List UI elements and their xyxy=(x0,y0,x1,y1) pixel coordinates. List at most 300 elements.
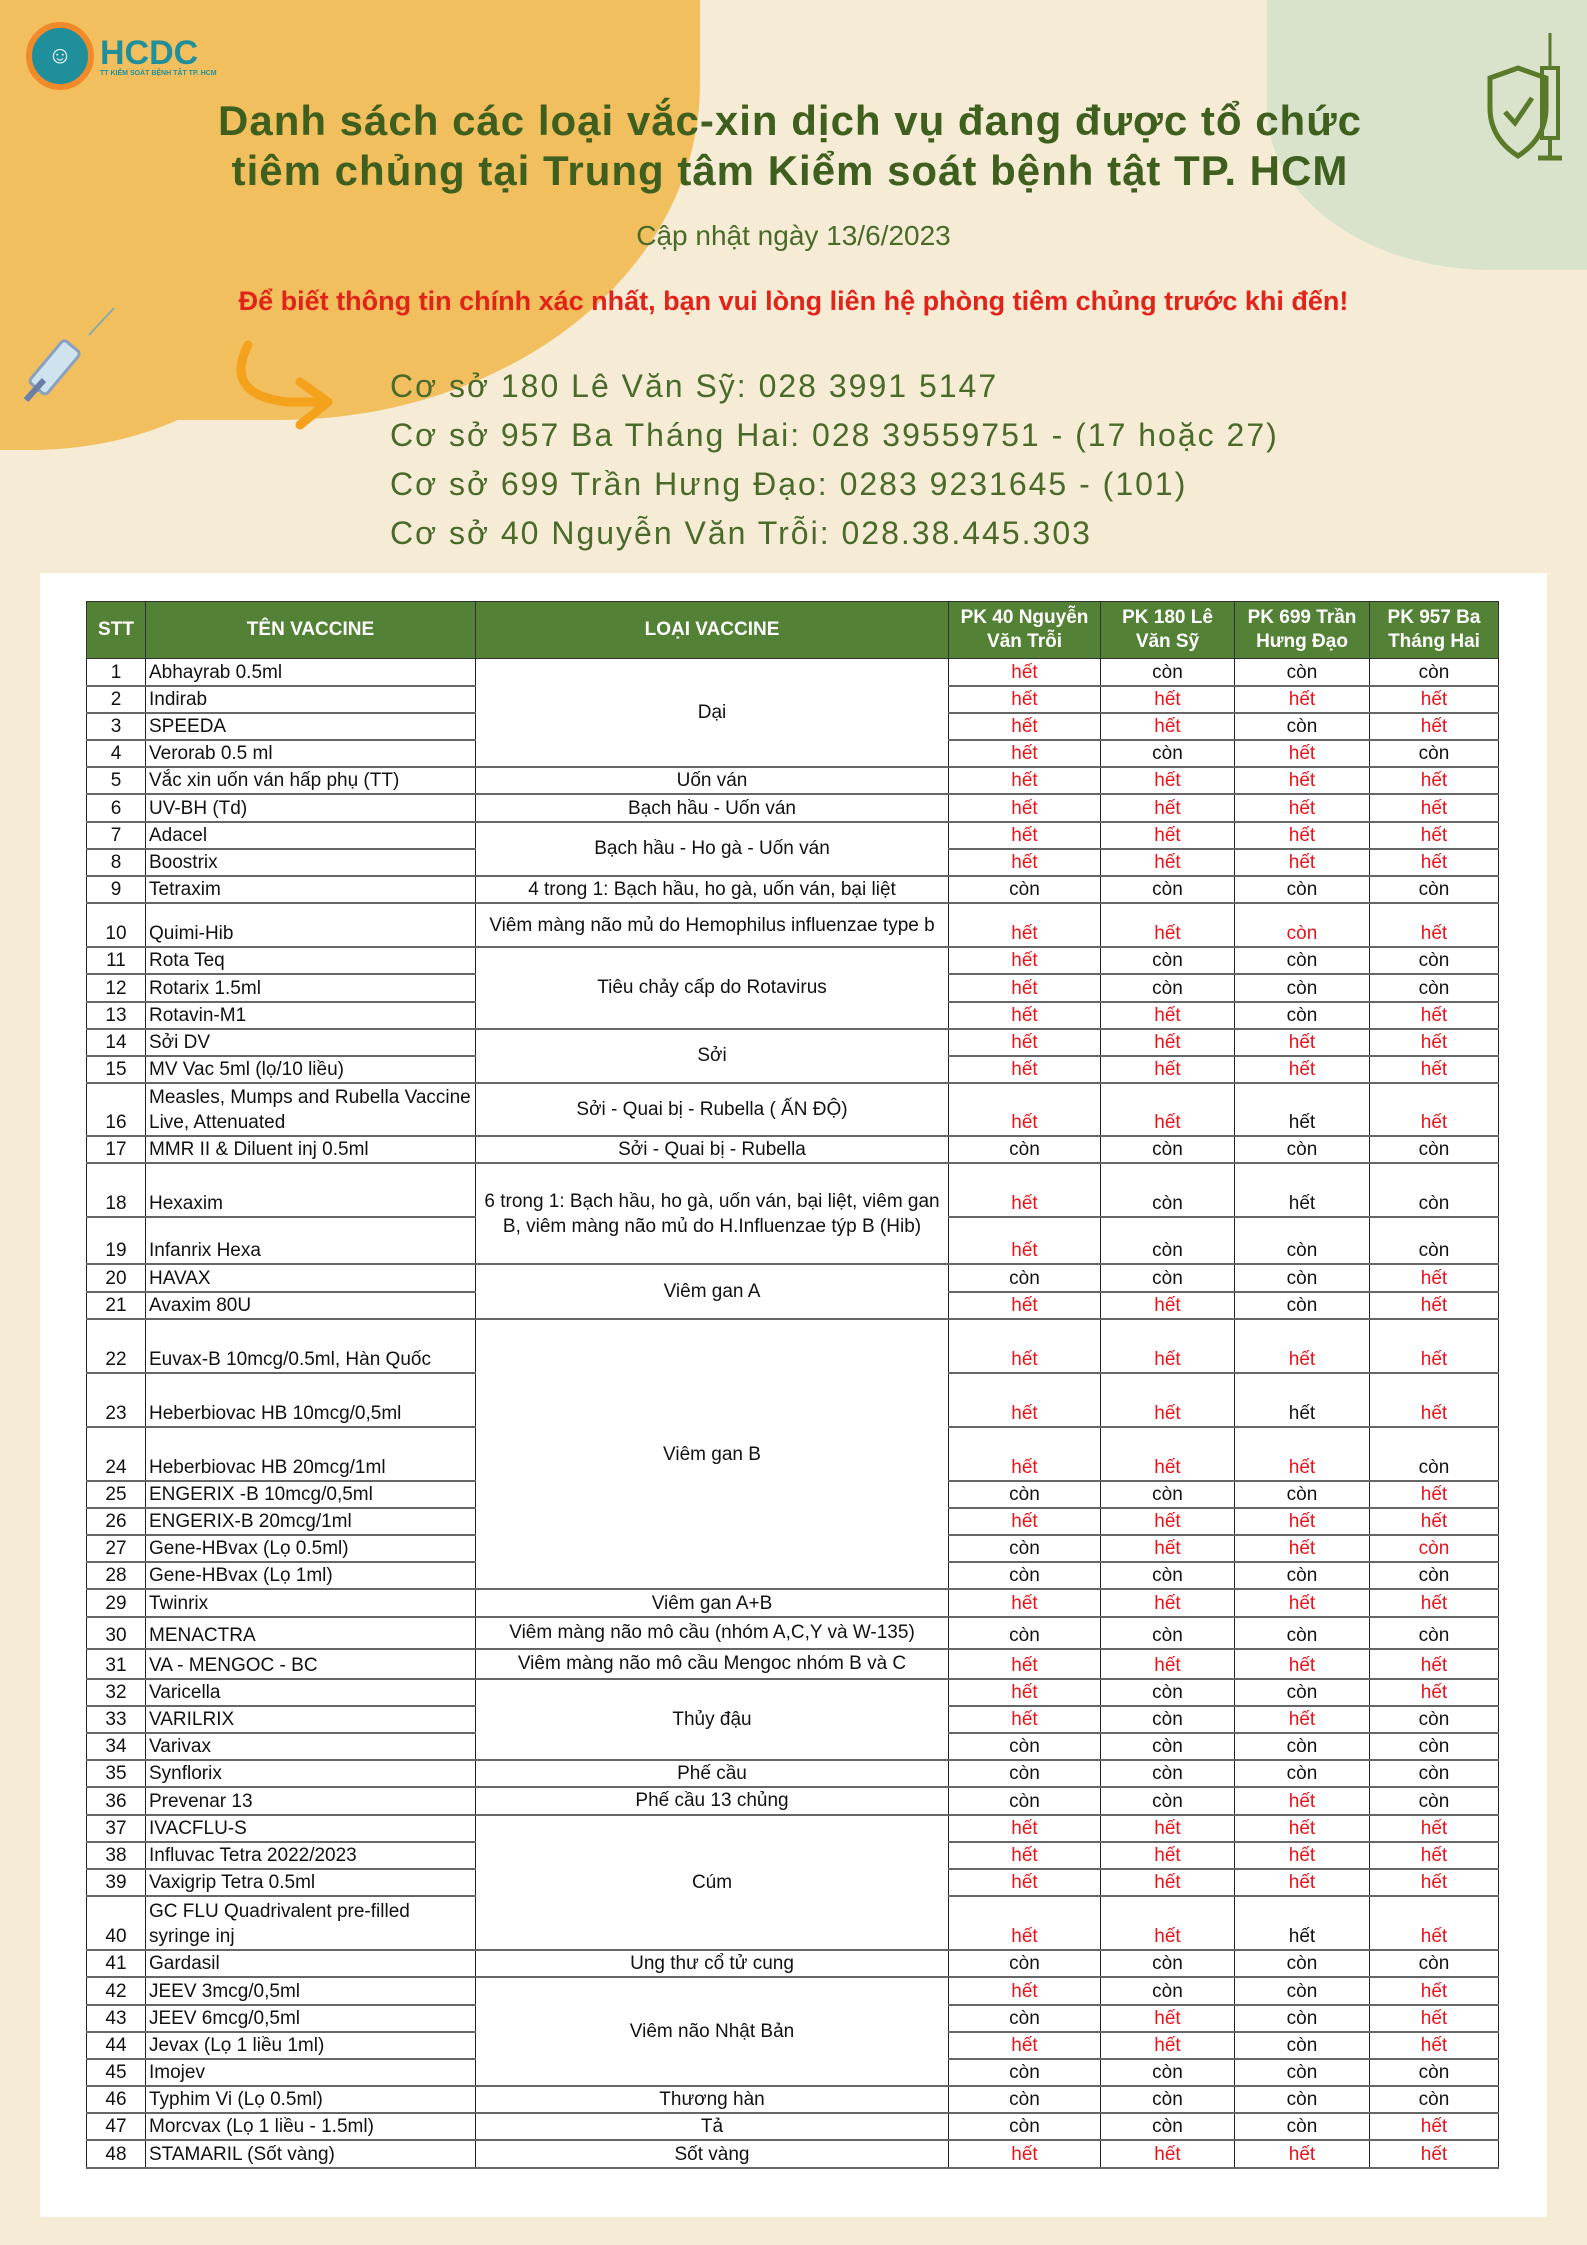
table-row xyxy=(87,1950,1499,1977)
vaccine-name: IVACFLU-S xyxy=(146,1815,476,1842)
vaccine-type: Viêm gan A+B xyxy=(476,1589,949,1616)
stock-status: hết xyxy=(1235,1842,1370,1869)
vaccine-type: Thủy đậu xyxy=(476,1679,949,1761)
vaccine-name: Verorab 0.5 ml xyxy=(146,740,476,767)
stock-status: hết xyxy=(1101,1319,1235,1373)
stock-status: hết xyxy=(1370,1842,1499,1869)
row-number: 9 xyxy=(87,876,146,903)
contact-item: Cơ sở 699 Trần Hưng Đạo: 0283 9231645 - (101) xyxy=(390,466,1188,502)
stock-status: hết xyxy=(1101,2005,1235,2032)
stock-status: hết xyxy=(1101,1083,1235,1136)
stock-status: còn xyxy=(1370,2086,1499,2113)
vaccine-name: SPEEDA xyxy=(146,713,476,740)
row-number: 4 xyxy=(87,740,146,767)
stock-status: hết xyxy=(1235,1083,1370,1136)
row-number: 35 xyxy=(87,1760,146,1787)
stock-status: còn xyxy=(1235,1002,1370,1029)
stock-status: còn xyxy=(949,1760,1101,1787)
stock-status: hết xyxy=(949,903,1101,947)
stock-status: hết xyxy=(1101,686,1235,713)
vaccine-name: Twinrix xyxy=(146,1589,476,1616)
stock-status: hết xyxy=(1370,2005,1499,2032)
stock-status: hết xyxy=(1370,822,1499,849)
stock-status: còn xyxy=(1101,1163,1235,1217)
vaccine-type: Viêm não Nhật Bản xyxy=(476,1977,949,2086)
vaccine-name: MV Vac 5ml (lọ/10 liều) xyxy=(146,1056,476,1083)
stock-status: hết xyxy=(949,767,1101,794)
contact-item: Cơ sở 180 Lê Văn Sỹ: 028 3991 5147 xyxy=(390,368,999,404)
vaccine-type: Ung thư cổ tử cung xyxy=(476,1950,949,1977)
table-row xyxy=(87,1815,1499,1842)
stock-status: hết xyxy=(1235,1029,1370,1056)
stock-status: hết xyxy=(1101,1002,1235,1029)
row-number: 44 xyxy=(87,2032,146,2059)
stock-status: hết xyxy=(1101,1029,1235,1056)
stock-status: còn xyxy=(949,1264,1101,1291)
table-row xyxy=(87,1760,1499,1787)
vaccine-name: Tetraxim xyxy=(146,876,476,903)
row-number: 19 xyxy=(87,1217,146,1264)
row-number: 47 xyxy=(87,2113,146,2140)
stock-status: hết xyxy=(1235,1427,1370,1481)
stock-status: hết xyxy=(949,2032,1101,2059)
stock-status: còn xyxy=(1101,1706,1235,1733)
stock-status: hết xyxy=(949,1056,1101,1083)
vaccine-type: Thương hàn xyxy=(476,2086,949,2113)
stock-status: hết xyxy=(1370,686,1499,713)
row-number: 14 xyxy=(87,1029,146,1056)
stock-status: còn xyxy=(1235,2086,1370,2113)
row-number: 13 xyxy=(87,1002,146,1029)
stock-status: còn xyxy=(1101,2059,1235,2086)
stock-status: còn xyxy=(1370,1733,1499,1760)
vaccine-name: Rotarix 1.5ml xyxy=(146,974,476,1001)
stock-status: hết xyxy=(1370,849,1499,876)
stock-status: hết xyxy=(949,1319,1101,1373)
stock-status: còn xyxy=(1370,659,1499,686)
vaccine-type: Sởi - Quai bị - Rubella ( ẤN ĐỘ) xyxy=(476,1083,949,1136)
vaccine-type: Phế cầu xyxy=(476,1760,949,1787)
stock-status: hết xyxy=(1101,794,1235,821)
contact-item: Cơ sở 40 Nguyễn Văn Trỗi: 028.38.445.303 xyxy=(390,515,1092,551)
stock-status: còn xyxy=(1370,1787,1499,1814)
row-number: 8 xyxy=(87,849,146,876)
vaccine-type: Viêm màng não mủ do Hemophilus influenzae type b xyxy=(476,903,949,947)
stock-status: hết xyxy=(949,974,1101,1001)
row-number: 7 xyxy=(87,822,146,849)
row-number: 21 xyxy=(87,1292,146,1319)
row-number: 1 xyxy=(87,659,146,686)
stock-status: còn xyxy=(1370,1427,1499,1481)
table-row xyxy=(87,1679,1499,1706)
stock-status: hết xyxy=(1370,794,1499,821)
vaccine-type: Viêm màng não mô cầu (nhóm A,C,Y và W-135) xyxy=(476,1617,949,1649)
stock-status: hết xyxy=(949,1589,1101,1616)
row-number: 17 xyxy=(87,1136,146,1163)
stock-status: hết xyxy=(1235,1649,1370,1679)
vaccine-name: Measles, Mumps and Rubella Vaccine Live, Attenuated xyxy=(146,1083,476,1136)
row-number: 38 xyxy=(87,1842,146,1869)
stock-status: hết xyxy=(1235,1508,1370,1535)
stock-status: hết xyxy=(1101,1535,1235,1562)
stock-status: còn xyxy=(1101,2086,1235,2113)
vaccine-type: Sởi - Quai bị - Rubella xyxy=(476,1136,949,1163)
stock-status: còn xyxy=(1235,876,1370,903)
stock-status: hết xyxy=(1101,1869,1235,1896)
table-row xyxy=(87,876,1499,903)
stock-status: hết xyxy=(949,1083,1101,1136)
stock-status: hết xyxy=(1235,767,1370,794)
stock-status: hết xyxy=(1101,2032,1235,2059)
vaccine-name: JEEV 3mcg/0,5ml xyxy=(146,1977,476,2004)
title-line-1: Danh sách các loại vắc-xin dịch vụ đang được tổ chức xyxy=(218,97,1362,144)
stock-status: hết xyxy=(1235,1163,1370,1217)
stock-status: còn xyxy=(1370,1163,1499,1217)
stock-status: hết xyxy=(1235,849,1370,876)
stock-status: còn xyxy=(1101,974,1235,1001)
stock-status: hết xyxy=(1235,1056,1370,1083)
vaccine-name: Gene-HBvax (Lọ 0.5ml) xyxy=(146,1535,476,1562)
stock-status: hết xyxy=(1101,1427,1235,1481)
stock-status: còn xyxy=(949,2005,1101,2032)
stock-status: hết xyxy=(1370,767,1499,794)
table-header-row xyxy=(87,602,1499,659)
stock-status: hết xyxy=(1370,1481,1499,1508)
row-number: 46 xyxy=(87,2086,146,2113)
stock-status: còn xyxy=(949,1136,1101,1163)
row-number: 3 xyxy=(87,713,146,740)
stock-status: còn xyxy=(949,1562,1101,1589)
stock-status: còn xyxy=(1101,1733,1235,1760)
header-pk40: PK 40 Nguyễn Văn Trỗi xyxy=(949,602,1101,659)
row-number: 29 xyxy=(87,1589,146,1616)
stock-status: hết xyxy=(949,1869,1101,1896)
vaccine-type: Viêm màng não mô cầu Mengoc nhóm B và C xyxy=(476,1649,949,1679)
stock-status: hết xyxy=(949,1002,1101,1029)
vaccine-name: UV-BH (Td) xyxy=(146,794,476,821)
table-row xyxy=(87,2113,1499,2140)
stock-status: còn xyxy=(1235,903,1370,947)
table-row xyxy=(87,1589,1499,1616)
row-number: 18 xyxy=(87,1163,146,1217)
stock-status: còn xyxy=(1101,1977,1235,2004)
row-number: 36 xyxy=(87,1787,146,1814)
vaccine-name: Gene-HBvax (Lọ 1ml) xyxy=(146,1562,476,1589)
vaccine-type: 6 trong 1: Bạch hầu, ho gà, uốn ván, bại liệt, viêm gan B, viêm màng não mủ do H.Influenzae týp B (Hib) xyxy=(476,1163,949,1264)
stock-status: hết xyxy=(1101,767,1235,794)
table-row xyxy=(87,1649,1499,1679)
stock-status: còn xyxy=(1235,1760,1370,1787)
row-number: 34 xyxy=(87,1733,146,1760)
stock-status: hết xyxy=(1370,1679,1499,1706)
contact-item: Cơ sở 957 Ba Tháng Hai: 028 39559751 - (17 hoặc 27) xyxy=(390,417,1279,453)
stock-status: hết xyxy=(949,822,1101,849)
stock-status: hết xyxy=(1101,1815,1235,1842)
table-row xyxy=(87,794,1499,821)
stock-status: còn xyxy=(1101,1217,1235,1264)
vaccine-name: Influvac Tetra 2022/2023 xyxy=(146,1842,476,1869)
curved-arrow-icon xyxy=(228,340,348,440)
stock-status: còn xyxy=(1101,1617,1235,1649)
stock-status: hết xyxy=(1370,1264,1499,1291)
stock-status: hết xyxy=(1370,2113,1499,2140)
row-number: 33 xyxy=(87,1706,146,1733)
stock-status: còn xyxy=(949,1950,1101,1977)
table-row xyxy=(87,1029,1499,1056)
stock-status: hết xyxy=(1370,1083,1499,1136)
stock-status: hết xyxy=(1370,1589,1499,1616)
stock-status: còn xyxy=(1235,1562,1370,1589)
vaccine-name: Boostrix xyxy=(146,849,476,876)
stock-status: còn xyxy=(1370,947,1499,974)
row-number: 12 xyxy=(87,974,146,1001)
header-vaccine-type: LOẠI VACCINE xyxy=(476,602,949,659)
stock-status: hết xyxy=(1370,2032,1499,2059)
stock-status: hết xyxy=(1370,1292,1499,1319)
stock-status: còn xyxy=(1101,1264,1235,1291)
stock-status: hết xyxy=(949,1292,1101,1319)
stock-status: hết xyxy=(1370,1869,1499,1896)
row-number: 40 xyxy=(87,1896,146,1950)
stock-status: còn xyxy=(1235,1264,1370,1291)
stock-status: hết xyxy=(1235,1815,1370,1842)
stock-status: hết xyxy=(949,2140,1101,2167)
vaccine-name: HAVAX xyxy=(146,1264,476,1291)
stock-status: hết xyxy=(1235,1896,1370,1950)
vaccine-name: Indirab xyxy=(146,686,476,713)
stock-status: hết xyxy=(1101,1896,1235,1950)
stock-status: hết xyxy=(1235,2140,1370,2167)
row-number: 48 xyxy=(87,2140,146,2167)
stock-status: hết xyxy=(949,1163,1101,1217)
stock-status: hết xyxy=(1370,903,1499,947)
row-number: 43 xyxy=(87,2005,146,2032)
stock-status: hết xyxy=(949,1977,1101,2004)
vaccine-name: Heberbiovac HB 20mcg/1ml xyxy=(146,1427,476,1481)
stock-status: còn xyxy=(949,1481,1101,1508)
stock-status: hết xyxy=(949,1508,1101,1535)
hcdc-logo xyxy=(26,22,217,90)
vaccine-type: Viêm gan B xyxy=(476,1319,949,1590)
header-stt: STT xyxy=(87,602,146,659)
stock-status: còn xyxy=(1101,740,1235,767)
stock-status: còn xyxy=(1235,1977,1370,2004)
stock-status: hết xyxy=(949,686,1101,713)
row-number: 28 xyxy=(87,1562,146,1589)
vaccine-name: VA - MENGOC - BC xyxy=(146,1649,476,1679)
stock-status: còn xyxy=(1370,1562,1499,1589)
vaccine-name: Abhayrab 0.5ml xyxy=(146,659,476,686)
stock-status: hết xyxy=(1370,1319,1499,1373)
stock-status: hết xyxy=(1235,1535,1370,1562)
stock-status: hết xyxy=(1235,1869,1370,1896)
stock-status: còn xyxy=(1101,1760,1235,1787)
stock-status: hết xyxy=(1370,1002,1499,1029)
row-number: 20 xyxy=(87,1264,146,1291)
stock-status: còn xyxy=(1101,1787,1235,1814)
stock-status: hết xyxy=(1235,740,1370,767)
vaccine-name: STAMARIL (Sốt vàng) xyxy=(146,2140,476,2167)
row-number: 25 xyxy=(87,1481,146,1508)
vaccine-type: Tiêu chảy cấp do Rotavirus xyxy=(476,947,949,1029)
row-number: 37 xyxy=(87,1815,146,1842)
stock-status: còn xyxy=(1235,1217,1370,1264)
stock-status: hết xyxy=(1101,1292,1235,1319)
stock-status: hết xyxy=(1235,1319,1370,1373)
header-pk957: PK 957 Ba Tháng Hai xyxy=(1370,602,1499,659)
vaccine-table-card xyxy=(40,573,1547,2217)
stock-status: còn xyxy=(1235,1617,1370,1649)
stock-status: còn xyxy=(1370,1217,1499,1264)
stock-status: hết xyxy=(949,1679,1101,1706)
stock-status: còn xyxy=(949,2086,1101,2113)
stock-status: hết xyxy=(1101,2140,1235,2167)
vaccine-name: Sởi DV xyxy=(146,1029,476,1056)
vaccine-type: Tả xyxy=(476,2113,949,2140)
stock-status: hết xyxy=(1235,822,1370,849)
row-number: 27 xyxy=(87,1535,146,1562)
stock-status: hết xyxy=(1370,713,1499,740)
table-row xyxy=(87,1136,1499,1163)
row-number: 6 xyxy=(87,794,146,821)
table-row xyxy=(87,1264,1499,1291)
vaccine-type: Sởi xyxy=(476,1029,949,1083)
stock-status: còn xyxy=(949,1787,1101,1814)
stock-status: còn xyxy=(1370,1136,1499,1163)
table-row xyxy=(87,1787,1499,1814)
stock-status: còn xyxy=(1101,876,1235,903)
stock-status: hết xyxy=(1101,1589,1235,1616)
stock-status: hết xyxy=(949,713,1101,740)
vaccine-name: Vaxigrip Tetra 0.5ml xyxy=(146,1869,476,1896)
stock-status: hết xyxy=(949,947,1101,974)
vaccine-name: MENACTRA xyxy=(146,1617,476,1649)
stock-status: hết xyxy=(1370,1029,1499,1056)
contact-list xyxy=(390,362,1279,558)
stock-status: còn xyxy=(1235,947,1370,974)
stock-status: hết xyxy=(1370,1896,1499,1950)
vaccine-name: Euvax-B 10mcg/0.5ml, Hàn Quốc xyxy=(146,1319,476,1373)
stock-status: còn xyxy=(1235,2113,1370,2140)
stock-status: còn xyxy=(1235,974,1370,1001)
vaccine-type: Cúm xyxy=(476,1815,949,1951)
stock-status: hết xyxy=(949,1649,1101,1679)
vaccine-type: Dại xyxy=(476,659,949,768)
stock-status: còn xyxy=(1235,713,1370,740)
table-row xyxy=(87,659,1499,686)
vaccine-name: Quimi-Hib xyxy=(146,903,476,947)
vaccine-type: Bạch hầu - Ho gà - Uốn ván xyxy=(476,822,949,876)
stock-status: hết xyxy=(949,1373,1101,1427)
stock-status: hết xyxy=(949,659,1101,686)
table-row xyxy=(87,822,1499,849)
stock-status: còn xyxy=(1101,1562,1235,1589)
vaccine-name: ENGERIX -B 10mcg/0,5ml xyxy=(146,1481,476,1508)
stock-status: còn xyxy=(1235,1136,1370,1163)
stock-status: hết xyxy=(1235,1706,1370,1733)
vaccine-name: Varivax xyxy=(146,1733,476,1760)
row-number: 24 xyxy=(87,1427,146,1481)
stock-status: hết xyxy=(1370,1056,1499,1083)
contact-notice: Để biết thông tin chính xác nhất, bạn vui lòng liên hệ phòng tiêm chủng trước khi đến! xyxy=(238,286,1349,316)
stock-status: còn xyxy=(1235,1292,1370,1319)
stock-status: hết xyxy=(1101,713,1235,740)
stock-status: hết xyxy=(949,794,1101,821)
stock-status: hết xyxy=(1235,1589,1370,1616)
stock-status: còn xyxy=(949,876,1101,903)
stock-status: hết xyxy=(1101,1508,1235,1535)
stock-status: hết xyxy=(949,740,1101,767)
vaccine-type: Sốt vàng xyxy=(476,2140,949,2167)
logo-subtitle: TT KIỂM SOÁT BỆNH TẬT TP. HCM xyxy=(100,69,217,77)
stock-status: hết xyxy=(1101,1373,1235,1427)
table-row xyxy=(87,903,1499,947)
table-row xyxy=(87,1617,1499,1649)
stock-status: còn xyxy=(1101,947,1235,974)
title-line-2: tiêm chủng tại Trung tâm Kiểm soát bệnh tật TP. HCM xyxy=(231,147,1349,194)
stock-status: còn xyxy=(1370,2059,1499,2086)
table-row xyxy=(87,2140,1499,2167)
stock-status: hết xyxy=(1101,1649,1235,1679)
stock-status: hết xyxy=(949,1842,1101,1869)
stock-status: hết xyxy=(949,1896,1101,1950)
stock-status: còn xyxy=(949,1733,1101,1760)
table-row xyxy=(87,1083,1499,1136)
vaccine-name: Morcvax (Lọ 1 liều - 1.5ml) xyxy=(146,2113,476,2140)
stock-status: hết xyxy=(1235,686,1370,713)
vaccine-name: VARILRIX xyxy=(146,1706,476,1733)
vaccine-type: Uốn ván xyxy=(476,767,949,794)
vaccine-name: Avaxim 80U xyxy=(146,1292,476,1319)
update-date: Cập nhật ngày 13/6/2023 xyxy=(636,220,951,251)
header-pk699: PK 699 Trần Hưng Đạo xyxy=(1235,602,1370,659)
vaccine-type: 4 trong 1: Bạch hầu, ho gà, uốn ván, bại liệt xyxy=(476,876,949,903)
vaccine-name: Rotavin-M1 xyxy=(146,1002,476,1029)
stock-status: hết xyxy=(1370,1649,1499,1679)
stock-status: hết xyxy=(1101,903,1235,947)
stock-status: còn xyxy=(1235,2059,1370,2086)
shield-syringe-icon xyxy=(1450,28,1570,168)
vaccine-name: Hexaxim xyxy=(146,1163,476,1217)
row-number: 41 xyxy=(87,1950,146,1977)
stock-status: còn xyxy=(1101,2113,1235,2140)
stock-status: hết xyxy=(949,1706,1101,1733)
vaccine-name: Vắc xin uốn ván hấp phụ (TT) xyxy=(146,767,476,794)
table-row xyxy=(87,2086,1499,2113)
vaccine-type: Viêm gan A xyxy=(476,1264,949,1318)
stock-status: còn xyxy=(1101,1136,1235,1163)
stock-status: còn xyxy=(1370,974,1499,1001)
stock-status: còn xyxy=(1235,659,1370,686)
stock-status: hết xyxy=(1370,2140,1499,2167)
vaccine-name: Heberbiovac HB 10mcg/0,5ml xyxy=(146,1373,476,1427)
row-number: 32 xyxy=(87,1679,146,1706)
stock-status: còn xyxy=(949,1617,1101,1649)
row-number: 22 xyxy=(87,1319,146,1373)
stock-status: còn xyxy=(1235,1950,1370,1977)
stock-status: hết xyxy=(949,849,1101,876)
vaccine-name: Jevax (Lọ 1 liều 1ml) xyxy=(146,2032,476,2059)
page-title xyxy=(140,96,1440,196)
stock-status: hết xyxy=(949,1217,1101,1264)
row-number: 15 xyxy=(87,1056,146,1083)
stock-status: hết xyxy=(949,1029,1101,1056)
stock-status: còn xyxy=(1370,876,1499,903)
stock-status: hết xyxy=(1370,1508,1499,1535)
row-number: 2 xyxy=(87,686,146,713)
vaccine-name: Adacel xyxy=(146,822,476,849)
stock-status: còn xyxy=(1235,1481,1370,1508)
